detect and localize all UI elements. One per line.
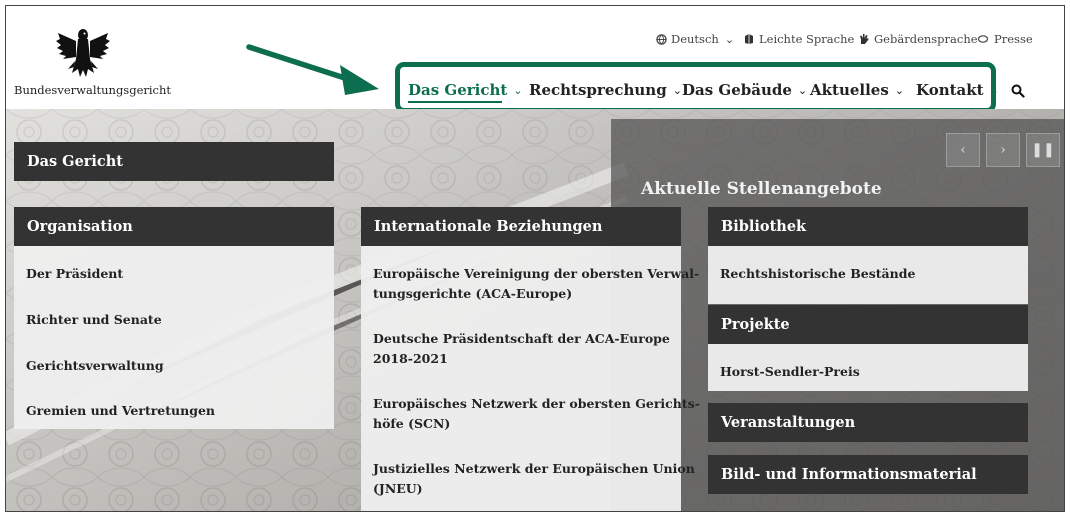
leichte-sprache-label: Leichte Sprache xyxy=(759,32,855,46)
section-heading-bibliothek[interactable]: Bibliothek xyxy=(708,207,1028,246)
menu-link-aca-europe[interactable] xyxy=(373,264,699,304)
globe-icon xyxy=(656,34,667,45)
utility-link-presse[interactable] xyxy=(978,32,1033,46)
menu-link-horst-sendler-preis[interactable]: Horst-Sendler-Preis xyxy=(720,364,860,379)
menu-link-gremien-und-vertretungen[interactable]: Gremien und Vertretungen xyxy=(26,403,215,418)
chevron-down-icon: ⌄ xyxy=(513,84,523,97)
menu-link-line: Europäisches Netzwerk der obersten Gerichts- xyxy=(373,396,700,411)
gebaerdensprache-label: Gebärdensprache xyxy=(874,32,978,46)
menu-link-praesidentschaft-aca[interactable] xyxy=(373,329,670,369)
utility-link-gebaerdensprache[interactable] xyxy=(858,32,978,46)
utility-link-leichte-sprache[interactable] xyxy=(743,32,854,46)
main-nav-label: Das Gericht xyxy=(408,81,508,99)
chevron-right-icon: › xyxy=(1000,142,1006,158)
menu-link-line: Justizielles Netzwerk der Europäischen Union xyxy=(373,461,695,476)
chevron-down-icon: ⌄ xyxy=(672,84,682,97)
section-heading-internationale-beziehungen[interactable]: Internationale Beziehungen xyxy=(361,207,681,246)
mega-menu-title: Das Gericht xyxy=(14,142,334,181)
menu-link-jneu[interactable] xyxy=(373,459,695,499)
brand-name[interactable]: Bundesverwaltungsgericht xyxy=(14,83,172,97)
language-switcher[interactable] xyxy=(656,32,734,46)
section-heading-projekte[interactable]: Projekte xyxy=(708,305,1028,344)
carousel-next-button[interactable] xyxy=(986,133,1020,167)
main-nav-label: Rechtsprechung xyxy=(529,81,667,99)
menu-link-richter-und-senate[interactable]: Richter und Senate xyxy=(26,312,162,327)
menu-link-der-praesident[interactable]: Der Präsident xyxy=(26,266,124,281)
language-label: Deutsch xyxy=(671,32,719,46)
search-icon[interactable] xyxy=(1011,84,1025,98)
main-nav-label: Aktuelles xyxy=(810,81,889,99)
section-heading-bild-und-informationsmaterial[interactable]: Bild- und Informationsmaterial xyxy=(708,455,1028,494)
carousel-pause-button[interactable] xyxy=(1026,133,1060,167)
section-heading-veranstaltungen[interactable]: Veranstaltungen xyxy=(708,403,1028,442)
menu-link-line: höfe (SCN) xyxy=(373,416,451,431)
chevron-down-icon: ⌄ xyxy=(797,84,808,97)
browser-viewport xyxy=(5,5,1065,512)
press-icon xyxy=(978,34,990,45)
menu-link-scn[interactable] xyxy=(373,394,700,434)
menu-link-line: Europäische Vereinigung der obersten Verwal- xyxy=(373,266,700,281)
chevron-down-icon: ⌄ xyxy=(894,84,905,97)
hero-teaser-title[interactable]: Aktuelle Stellenangebote xyxy=(641,179,882,199)
main-nav-label: Das Gebäude xyxy=(682,81,792,99)
federal-eagle-logo[interactable] xyxy=(54,25,112,81)
menu-link-line: (JNEU) xyxy=(373,481,423,496)
annotation-arrow-icon xyxy=(246,41,386,96)
menu-link-gerichtsverwaltung[interactable]: Gerichtsverwaltung xyxy=(26,358,164,373)
site-header xyxy=(6,6,1064,109)
menu-link-line: 2018-2021 xyxy=(373,351,448,366)
presse-label: Presse xyxy=(994,32,1033,46)
chevron-down-icon: ⌄ xyxy=(989,84,999,97)
section-heading-organisation[interactable]: Organisation xyxy=(14,207,334,246)
pause-icon: ❚❚ xyxy=(1031,142,1055,158)
sign-language-icon xyxy=(858,33,870,45)
main-nav-label: Kontakt xyxy=(916,81,984,99)
chevron-left-icon: ‹ xyxy=(960,142,966,158)
carousel-prev-button[interactable] xyxy=(946,133,980,167)
menu-link-line: Deutsche Präsidentschaft der ACA-Europe xyxy=(373,331,670,346)
menu-link-rechtshistorische-bestaende[interactable]: Rechtshistorische Bestände xyxy=(720,266,916,281)
nav-highlight-box xyxy=(395,62,996,113)
chevron-down-icon: ⌄ xyxy=(724,32,735,46)
menu-link-line: tungsgerichte (ACA-Europe) xyxy=(373,286,573,301)
leichte-sprache-icon xyxy=(743,33,755,45)
